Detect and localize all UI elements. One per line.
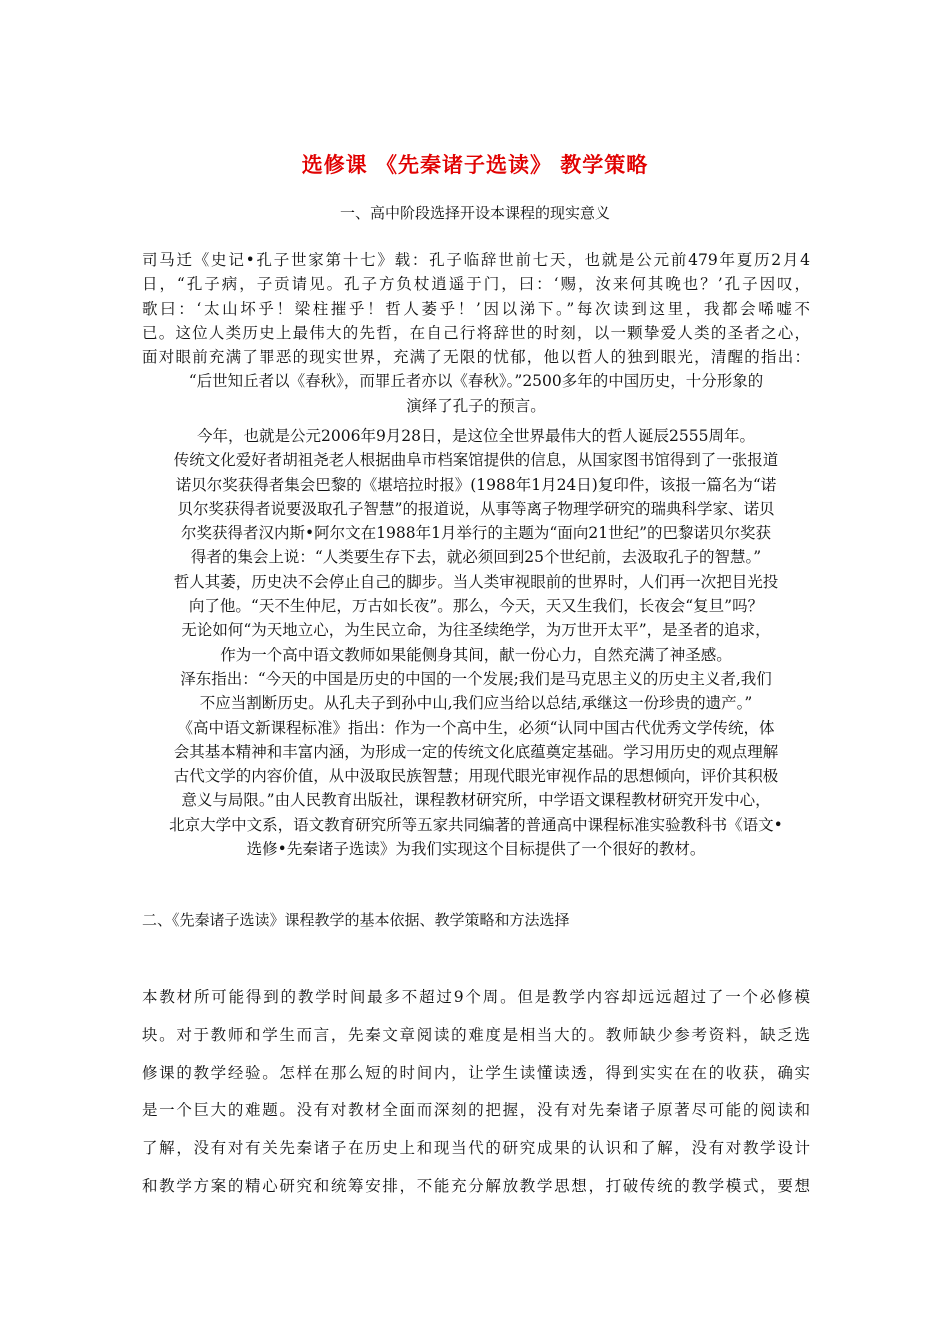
- paragraph-line: 哲人其萎，历史决不会停止自己的脚步。当人类审视眼前的世界时，人们再一次把目光投: [173, 572, 779, 591]
- paragraph-line: 司马迁《史记•孔子世家第十七》载：孔子临辞世前七天，也就是公元前479年夏历2月4: [142, 251, 810, 269]
- paragraph-1: [142, 248, 810, 418]
- paragraph-line: 日，“孔子病，子贡请见。孔子方负杖逍遥于门，曰：‘赐，汝来何其晚也？’孔子因叹，: [142, 275, 810, 294]
- paragraph-line: 作为一个高中语文教师如果能侧身其间，献一份心力，自然充满了神圣感。: [220, 645, 732, 664]
- paragraph-line: 修课的教学经验。怎样在那么短的时间内，让学生读懂读透，得到实实在在的收获，确实: [142, 1063, 810, 1082]
- paragraph-line: 选修•先秦诸子选读》为我们实现这个目标提供了一个很好的教材。: [246, 840, 706, 859]
- paragraph-line: 《高中语文新课程标准》指出：作为一个高中生，必须“认同中国古代优秀文学传统，体: [177, 718, 775, 737]
- paragraph-line: 是一个巨大的难题。没有对教材全面而深刻的把握，没有对先秦诸子原著尽可能的阅读和: [142, 1101, 810, 1120]
- paragraph-line: 块。对于教师和学生而言，先秦文章阅读的难度是相当大的。教师缺少参考资料，缺乏选: [142, 1025, 810, 1044]
- paragraph-line: 得者的集会上说：“人类要生存下去，就必须回到25个世纪前，去汲取孔子的智慧。”: [190, 548, 762, 567]
- section1-heading: 一、高中阶段选择开设本课程的现实意义: [339, 204, 610, 222]
- section2-heading: 二、《先秦诸子选读》课程教学的基本依据、教学策略和方法选择: [142, 911, 570, 929]
- paragraph-3: [142, 979, 810, 1206]
- paragraph-line: 和教学方案的精心研究和统筹安排，不能充分解放教学思想，打破传统的教学模式，要想: [142, 1176, 810, 1195]
- paragraph-line: 今年，也就是公元2006年9月28日，是这位全世界最伟大的哲人诞辰2555周年。: [197, 427, 755, 445]
- paragraph-line: 会其基本精神和丰富内涵，为形成一定的传统文化底蕴奠定基础。学习用历史的观点理解: [173, 742, 779, 761]
- paragraph-2: [142, 424, 810, 861]
- paragraph-line: 不应当割断历史。从孔夫子到孙中山,我们应当给以总结,承继这一份珍贵的遗产。”: [199, 694, 753, 713]
- paragraph-line: 了解，没有对有关先秦诸子在历史上和现当代的研究成果的认识和了解，没有对教学设计: [142, 1139, 810, 1158]
- paragraph-line: 意义与局限。”由人民教育出版社，课程教材研究所，中学语文课程教材研究开发中心，: [181, 791, 771, 810]
- document-title: 选修课 《先秦诸子选读》 教学策略: [301, 152, 649, 177]
- paragraph-line: “后世知丘者以《春秋》，而罪丘者亦以《春秋》。”2500多年的中国历史，十分形象的: [188, 372, 764, 391]
- paragraph-line: 贝尔奖获得者说要汲取孔子智慧”的报道说，从事等离子物理学研究的瑞典科学家、诺贝: [177, 499, 775, 518]
- paragraph-line: 古代文学的内容价值，从中汲取民族智慧；用现代眼光审视作品的思想倾向，评价其积极: [173, 767, 779, 786]
- paragraph-line: 歌曰：‘太山坏乎！梁柱摧乎！哲人萎乎！’因以涕下。”每次读到这里，我都会唏嘘不: [142, 299, 810, 318]
- paragraph-line: 演绎了孔子的预言。: [406, 396, 546, 415]
- paragraph-line: 向了他。“天不生仲尼，万古如长夜”。那么，今天，天又生我们，长夜会“复旦”吗？: [188, 597, 764, 616]
- paragraph-line: 尔奖获得者汉内斯•阿尔文在1988年1月举行的主题为“面向21世纪”的巴黎诺贝尔奖获: [180, 524, 772, 543]
- paragraph-line: 北京大学中文系，语文教育研究所等五家共同编著的普通高中课程标准实验教科书《语文•: [169, 815, 783, 834]
- paragraph-line: 诺贝尔奖获得者集会巴黎的《堪培拉时报》(1988年1月24日)复印件，该报一篇名为“诺: [175, 475, 777, 494]
- paragraph-line: 面对眼前充满了罪恶的现实世界，充满了无限的忧郁，他以哲人的独到眼光，清醒的指出：: [142, 348, 810, 367]
- paragraph-line: 泽东指出：“今天的中国是历史的中国的一个发展;我们是马克思主义的历史主义者,我们: [180, 669, 772, 688]
- paragraph-line: 本教材所可能得到的教学时间最多不超过9个周。但是教学内容却远远超过了一个必修模: [142, 988, 810, 1006]
- paragraph-line: 无论如何“为天地立心，为生民立命，为往圣续绝学，为万世开太平”，是圣者的追求，: [181, 621, 771, 640]
- paragraph-line: 传统文化爱好者胡祖尧老人根据曲阜市档案馆提供的信息，从国家图书馆得到了一张报道: [173, 451, 779, 470]
- paragraph-line: 已。这位人类历史上最伟大的先哲，在自己行将辞世的时刻，以一颗挚爱人类的圣者之心，: [142, 323, 810, 342]
